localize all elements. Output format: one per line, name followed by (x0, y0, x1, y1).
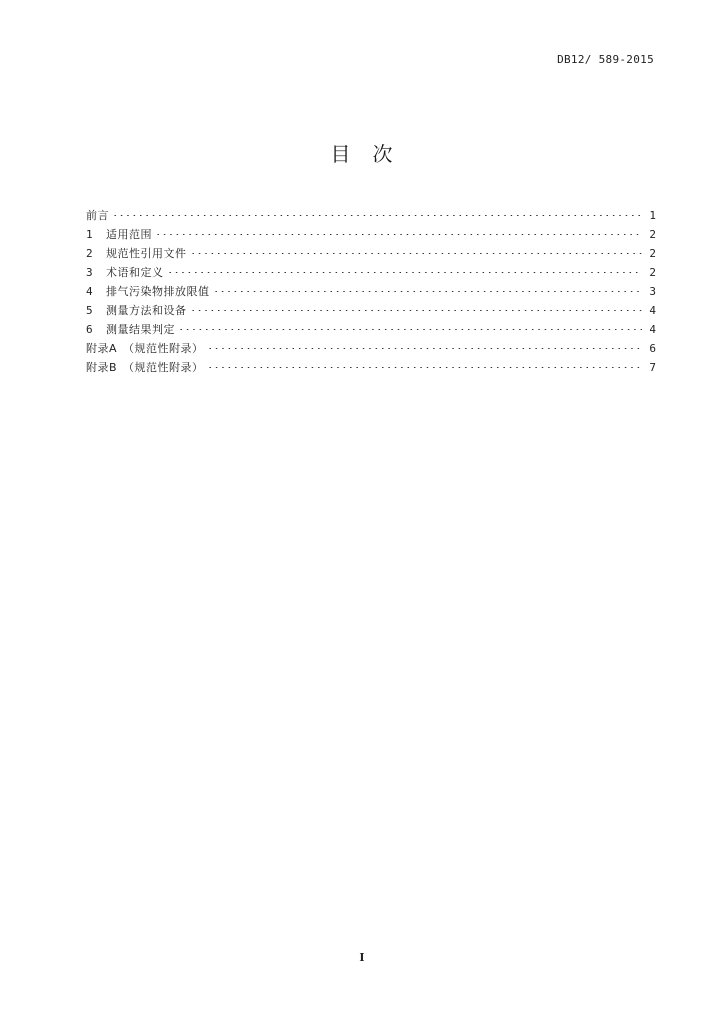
toc-dot-leader (167, 272, 643, 273)
toc-entry-page: 2 (649, 247, 656, 260)
toc-entry-label: 测量方法和设备 (106, 304, 187, 317)
toc-dot-leader (207, 348, 642, 349)
page-number: I (359, 951, 365, 964)
toc-entry-normative-references[interactable] (86, 244, 656, 263)
toc-entry-number: 1 (86, 228, 93, 241)
toc-entry-number: 2 (86, 247, 93, 260)
toc-entry-terms-definitions[interactable] (86, 263, 656, 282)
toc-dot-leader (178, 329, 642, 330)
toc-entry-appendix-b[interactable] (86, 358, 656, 377)
toc-dot-leader (112, 215, 642, 216)
toc-entry-measurement-methods[interactable] (86, 301, 656, 320)
toc-entry-page: 4 (649, 323, 656, 336)
toc-entry-number: 6 (86, 323, 93, 336)
toc-entry-number: 5 (86, 304, 93, 317)
toc-entry-page: 6 (649, 342, 656, 355)
toc-entry-page: 2 (649, 266, 656, 279)
toc-dot-leader (190, 310, 643, 311)
toc-entry-label: 测量结果判定 (106, 323, 175, 336)
toc-entry-label: 适用范围 (106, 228, 152, 241)
toc-entry-number: 4 (86, 285, 93, 298)
toc-entry-label: 规范性引用文件 (106, 247, 187, 260)
toc-dot-leader (155, 234, 642, 235)
table-of-contents (86, 206, 656, 377)
toc-entry-page: 2 (649, 228, 656, 241)
toc-entry-page: 4 (649, 304, 656, 317)
toc-entry-page: 7 (649, 361, 656, 374)
toc-entry-emission-limits[interactable] (86, 282, 656, 301)
toc-entry-foreword[interactable] (86, 206, 656, 225)
toc-entry-label: 排气污染物排放限值 (106, 285, 210, 298)
toc-dot-leader (190, 253, 643, 254)
toc-entry-label: 附录A （规范性附录） (86, 342, 204, 355)
toc-entry-scope[interactable] (86, 225, 656, 244)
page-title: 目 次 (330, 142, 394, 166)
toc-entry-appendix-a[interactable] (86, 339, 656, 358)
toc-entry-result-judgment[interactable] (86, 320, 656, 339)
toc-entry-page: 3 (649, 285, 656, 298)
toc-dot-leader (213, 291, 643, 292)
toc-dot-leader (207, 367, 642, 368)
toc-entry-label: 附录B （规范性附录） (86, 361, 204, 374)
toc-entry-number: 3 (86, 266, 93, 279)
toc-entry-label: 前言 (86, 209, 109, 222)
toc-entry-label: 术语和定义 (106, 266, 164, 279)
standard-code: DB12/ 589-2015 (557, 53, 654, 66)
toc-entry-page: 1 (649, 209, 656, 222)
